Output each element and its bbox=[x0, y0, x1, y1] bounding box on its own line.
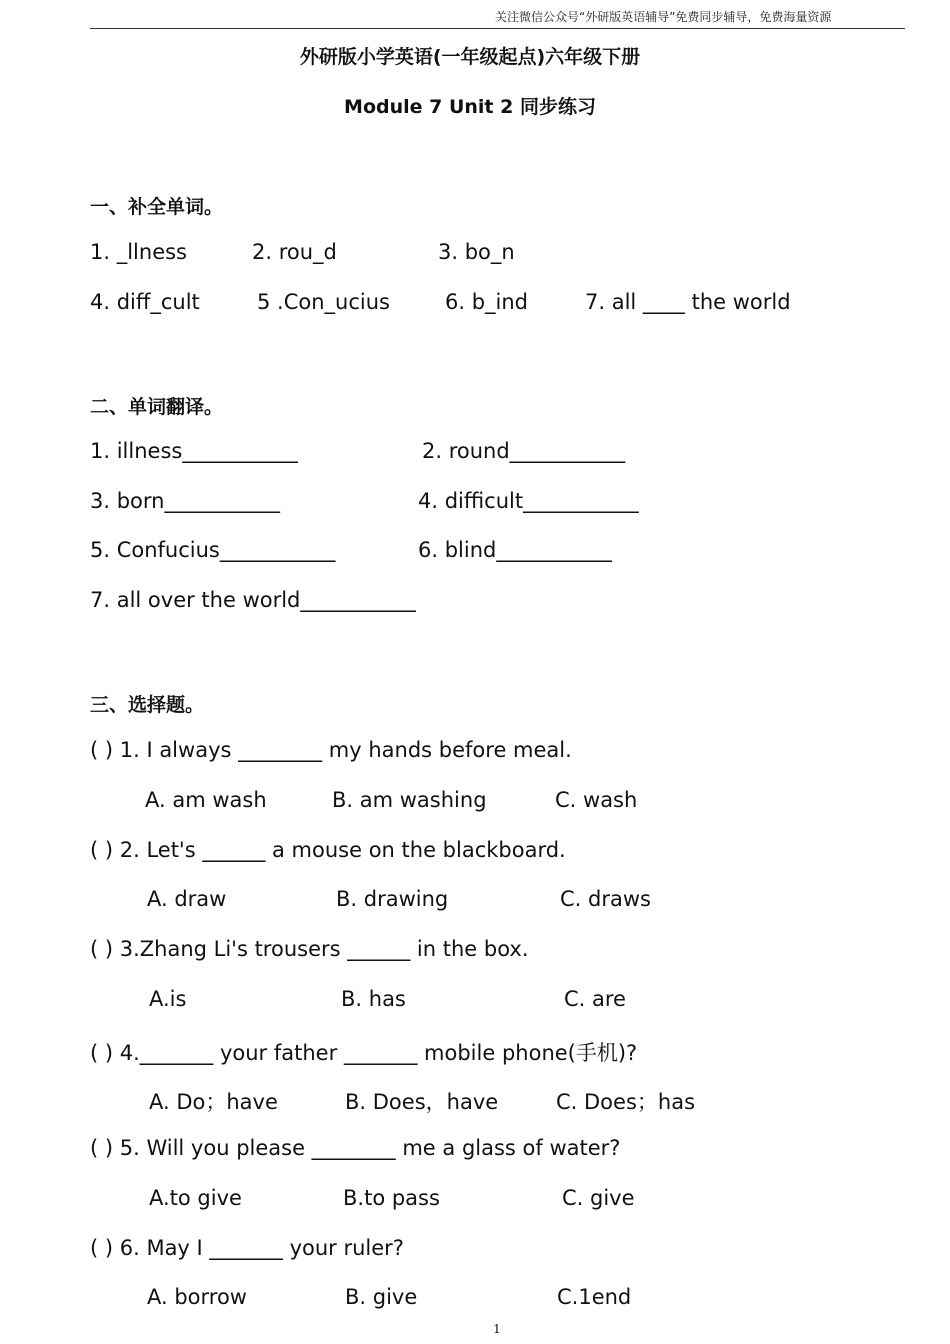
translation-item: 3. born___________ bbox=[90, 489, 280, 513]
answer-option: B. am washing bbox=[332, 788, 487, 812]
answer-option: C. Does；has bbox=[556, 1090, 696, 1114]
section-heading-translation: 二、单词翻译。 bbox=[90, 396, 224, 418]
translation-item: 1. illness___________ bbox=[90, 439, 298, 463]
fill-in-item: 3. bo_n bbox=[438, 240, 515, 264]
answer-option: B. Does，have bbox=[345, 1090, 499, 1114]
fill-in-item: 4. diff_cult bbox=[90, 290, 200, 314]
section-heading-fill-in: 一、补全单词。 bbox=[90, 196, 224, 218]
translation-item: 2. round___________ bbox=[422, 439, 626, 463]
fill-in-item: 6. b_ind bbox=[445, 290, 529, 314]
translation-item: 5. Confucius___________ bbox=[90, 538, 336, 562]
answer-option: B. give bbox=[345, 1285, 418, 1309]
answer-option: C. give bbox=[562, 1186, 635, 1210]
answer-option: B. has bbox=[341, 987, 406, 1011]
answer-option: A. borrow bbox=[147, 1285, 247, 1309]
answer-option: B. drawing bbox=[336, 887, 449, 911]
answer-option: C.1end bbox=[557, 1285, 632, 1309]
question-stem: ( ) 6. May I _______ your ruler? bbox=[90, 1236, 404, 1260]
fill-in-item: 2. rou_d bbox=[252, 240, 337, 264]
answer-option: B.to pass bbox=[343, 1186, 440, 1210]
question-stem: ( ) 4._______ your father _______ mobile phone(手机)? bbox=[90, 1041, 638, 1065]
page-number: 1 bbox=[493, 1322, 501, 1336]
header-divider bbox=[90, 28, 905, 29]
answer-option: A. am wash bbox=[145, 788, 267, 812]
fill-in-item: 1. _llness bbox=[90, 240, 187, 264]
question-stem: ( ) 2. Let's ______ a mouse on the blackboard. bbox=[90, 838, 566, 862]
answer-option: C. are bbox=[564, 987, 626, 1011]
translation-item: 6. blind___________ bbox=[418, 538, 612, 562]
translation-item: 4. difficult___________ bbox=[418, 489, 639, 513]
answer-option: A. draw bbox=[147, 887, 227, 911]
answer-option: A.to give bbox=[149, 1186, 242, 1210]
header-note: 关注微信公众号“外研版英语辅导”免费同步辅导，免费海量资源 bbox=[495, 10, 832, 24]
answer-option: A.is bbox=[149, 987, 187, 1011]
section-heading-multiple-choice: 三、选择题。 bbox=[90, 694, 205, 716]
question-stem: ( ) 3.Zhang Li's trousers ______ in the box. bbox=[90, 937, 529, 961]
answer-option: A. Do；have bbox=[149, 1090, 278, 1114]
answer-option: C. draws bbox=[560, 887, 651, 911]
document-title: 外研版小学英语(一年级起点)六年级下册 bbox=[299, 46, 641, 68]
question-stem: ( ) 5. Will you please ________ me a glass of water? bbox=[90, 1136, 621, 1160]
translation-item: 7. all over the world___________ bbox=[90, 588, 416, 612]
document-subtitle: Module 7 Unit 2 同步练习 bbox=[344, 96, 596, 118]
fill-in-item: 7. all ____ the world bbox=[585, 290, 791, 314]
question-stem: ( ) 1. I always ________ my hands before meal. bbox=[90, 738, 572, 762]
answer-option: C. wash bbox=[555, 788, 638, 812]
fill-in-item: 5 .Con_ucius bbox=[257, 290, 390, 314]
